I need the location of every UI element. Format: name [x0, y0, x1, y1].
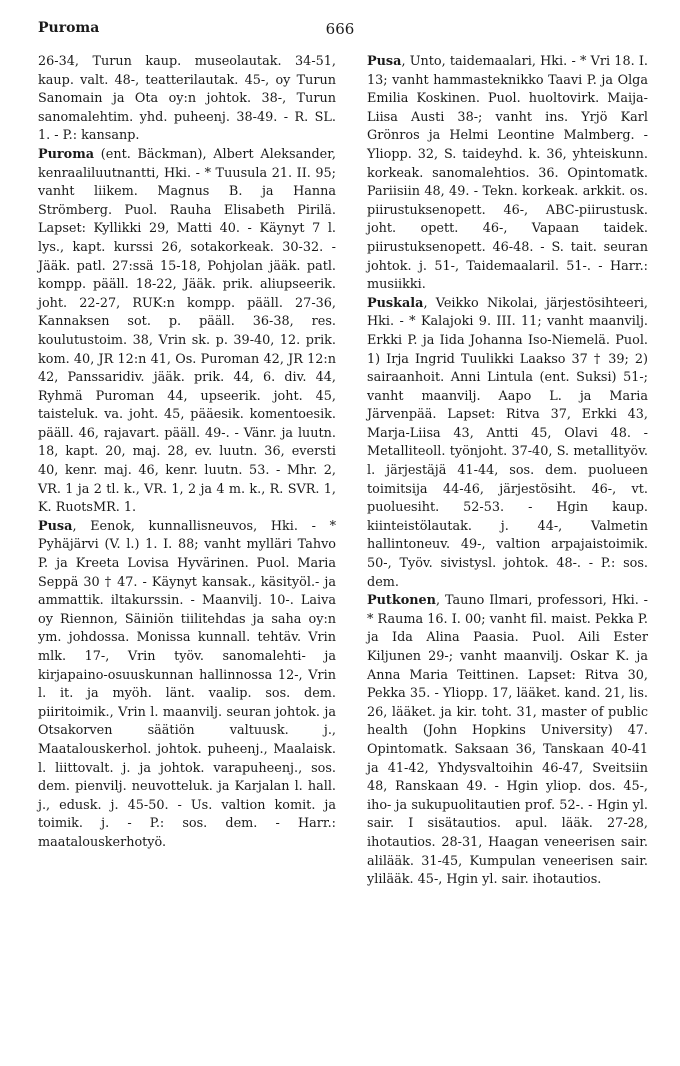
entry-putkonen — [367, 592, 648, 890]
entry-surname: Pusa — [367, 54, 402, 69]
entry-text: , Eenok, kunnallisneuvos, Hki. - * Pyhäjärvi (V. l.) 1. I. 88; vanht mylläri Tahvo P. ja Kreeta Lovisa Hyvärinen. Puol. Maria Seppä 30 † 47. - Käynyt kansak., käsityöl.- ja ammattik. iltakurssin. - Maanvilj. 10-. Laiva oy Riennon, Säiniön tiilitehdas ja saha oy:n ym. johdossa. Monissa kunnall. tehtäv. Vrin mlk. 17-, Vrin työv. sanomalehti- ja kirjapaino-osuuskunnan hallinnossa 12-, Vrin l. it. ja myöh. länt. vaalip. sos. dem. piiritoimik., Vrin l. maanvilj. seuran johtok. ja Otsakorven säätiön valtuusk. j., Maatalouskerhol. johtok. puheenj., Maalaisk. l. liittovalt. j. ja johtok. varapuheenj., sos. dem. pienvilj. neuvotteluk. ja Karjalan l. hall. j., edusk. j. 45-50. - Us. valtion komit. ja toimik. j. - P.: sos. dem. - Harr.: maatalouskerhotyö. — [38, 518, 336, 850]
entry-text: 26-34, Turun kaup. museolautak. 34-51, kaup. valt. 48-, teatterilautak. 45-, oy Turun Sanomain ja Ota oy:n johtok. 38-, Turun sanomalehtim. yhd. puheenj. 38-49. - R. SL. 1. - P.: kansanp. — [38, 54, 336, 144]
entry-surname: Pusa — [38, 518, 73, 534]
entry-surname: Puroma — [38, 146, 95, 162]
entry-pusa-eenok — [38, 518, 336, 853]
entry-text: , Veikko Nikolai, järjestösihteeri, Hki. - * Kalajoki 9. III. 11; vanht maanvilj. Erkki P. ja Iida Johanna Iso-Niemelä. Puol. 1) Irja Ingrid Tuulikki Laakso 37 † 39; 2) sairaanhoit. Anni Lintula (ent. Suksi) 51-; vanht maanvilj. Aapo L. ja Maria Järvenpää. Lapset: Ritva 37, Erkki 43, Marja-Liisa 43, Antti 45, Olavi 48. - Metalliteoll. työnjoht. 37-40, S. metallityöv. l. järjestäjä 41-44, sos. dem. puolueen toimitsija 44-46, järjestösiht. 46-, vt. puoluesiht. 52-53. - Hgin kaup. kiinteistölautak. j. 44-, Valmetin hallintoneuv. 49-, valtion arpajaistoimik. 50-, Työv. sivistysl. johtok. 48-. - P.: sos. dem. — [367, 295, 648, 590]
left-column — [38, 53, 336, 853]
entry-text: , Tauno Ilmari, professori, Hki. - * Rauma 16. I. 00; vanht fil. maist. Pekka P. ja Ida Alina Paasia. Puol. Aili Ester Kiljunen 29-; vanht maanvilj. Oskar K. ja Anna Maria Teittinen. Lapset: Ritva 30, Pekka 35. - Yliopp. 17, lääket. kand. 21, lis. 26, lääket. ja kir. toht. 31, master of public health (John Hopkins University) 47. Opintomatk. Saksaan 36, Tanskaan 40-41 ja 41-42, Yhdysvaltoihin 46-47, Sveitsiin 48, Ranskaan 49. - Hgin yliop. dos. 45-, iho- ja sukupuolitautien prof. 52-. - Hgin yl. sair. I sisätautios. apul. lääk. 27-28, ihotautios. 28-31, Haagan veneerisen sair. alilääk. 31-45, Kumpulan veneerisen sair. ylilääk. 45-, Hgin yl. sair. ihotautios. — [367, 593, 648, 888]
entry-surname: Puskala — [367, 295, 424, 311]
entry-puskala — [367, 295, 648, 593]
running-head: Puroma — [38, 20, 100, 36]
page-header — [38, 20, 642, 42]
entry-puroma — [38, 146, 336, 518]
page-number: 666 — [325, 20, 355, 38]
entry-pusa-unto — [367, 53, 648, 295]
entry-surname: Putkonen — [367, 593, 436, 609]
entry-text: , Unto, taidemaalari, Hki. - * Vri 18. I. 13; vanht hammasteknikko Taavi P. ja Olga Emilia Koskinen. Puol. huoltovirk. Maija-Liisa Austi 38-; vanht ins. Yrjö Karl Grönros ja Helmi Leontine Malmberg. - Yliopp. 32, S. taideyhd. k. 36, yhteiskunn. korkeak. sanomalehtios. 36. Opintomatk. Pariisiin 48, 49. - Tekn. korkeak. arkkit. os. piirustuksenopett. 46-, ABC-piirustusk. joht. opett. 46-, Vapaan taidek. piirustuksenopett. 46-48. - S. tait. seuran johtok. j. 51-, Taidemaalaril. 51-. - Harr.: musiikki. — [367, 54, 648, 293]
right-column — [367, 53, 648, 890]
entry-continuation — [38, 53, 336, 146]
entry-text: (ent. Bäckman), Albert Aleksander, kenraaliluutnantti, Hki. - * Tuusula 21. II. 95; vanht liikem. Magnus B. ja Hanna Strömberg. Puol. Rauha Elisabeth Pirilä. Lapset: Kyllikki 29, Matti 40. - Käynyt 7 l. lys., kapt. kurssi 26, sotakorkeak. 30-32. - Jääk. patl. 27:ssä 15-18, Pohjolan jääk. patl. kompp. pääll. 18-22, Jääk. prik. aliupseerik. joht. 22-27, RUK:n kompp. pääll. 27-36, Kannaksen sot. p. pääll. 36-38, res. koulutustoim. 38, Vrin sk. p. 39-40, 12. prik. kom. 40, JR 12:n 41, Os. Puroman 42, JR 12:n 42, Panssaridiv. jääk. prik. 44, 6. div. 44, Ryhmä Puroman 44, upseerik. joht. 45, taisteluk. va. joht. 45, pääesik. komentoesik. pääll. 46, rajavart. pääll. 49-. - Vänr. ja luutn. 18, kapt. 20, maj. 28, ev. luutn. 36, eversti 40, kenr. maj. 46, kenr. luutn. 53. - Mhr. 2, VR. 1 ja 2 tl. k., VR. 1, 2 ja 4 m. k., R. SVR. 1, K. RuotsMR. 1. — [38, 146, 336, 516]
